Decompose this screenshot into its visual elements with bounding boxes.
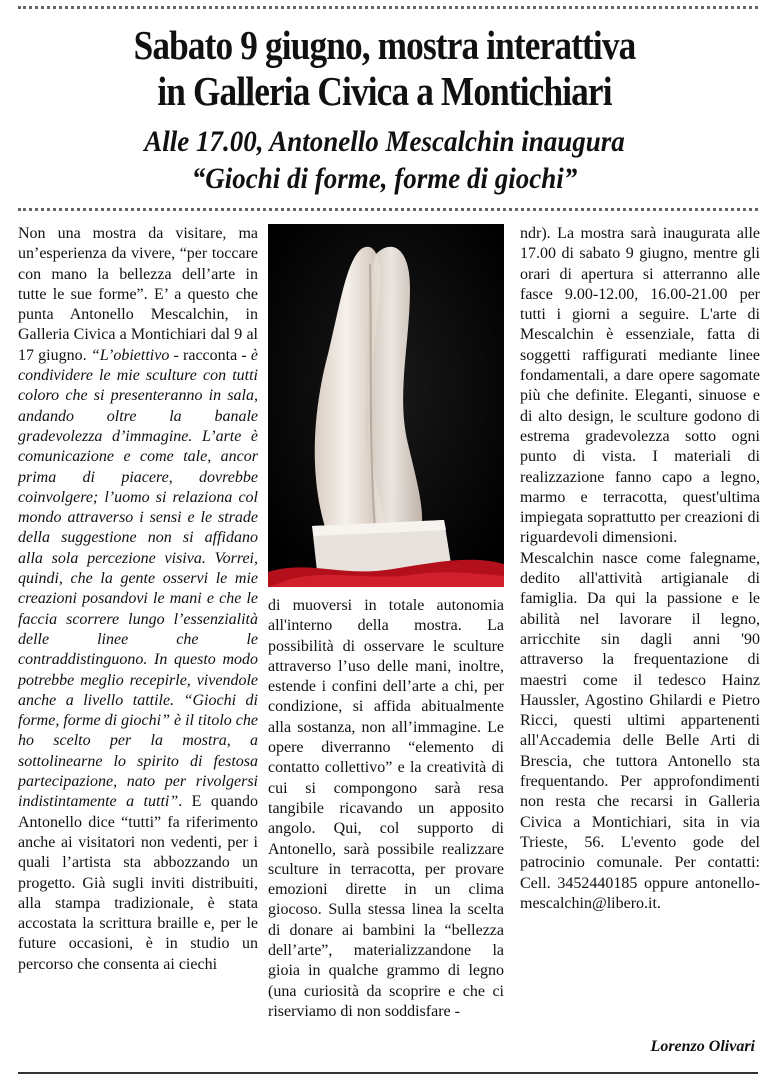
artist-quote: è condividere le mie sculture con tutti coloro che si presenteranno in sala, andando oltre la banale gradevolezza d’immagine. L’arte è comunicazione e come tale, ancor prima di piacere, dovrebbe coinvolgere; l’uomo si relaziona col mondo attraverso i sensi e le strade della suggestione non si affidano alla sola percezione visiva. Vorrei, quindi, che la gente osservi le mie creazioni posandovi le mani e che le faccia scorrere lungo l’essenzialità delle linee che le contraddistinguono. In questo modo potrebbe meglio recepirle, vivendole anche a livello tattile. “Giochi di forme, forme di giochi” è il titolo che ho scelto per la mostra, a sottolinearne lo spirito di festosa partecipazione, nato per rivolgersi indistintamente a tutti”: [18, 346, 258, 811]
column-3-paragraph-1: ndr). La mostra sarà inaugurata alle 17.00 di sabato 9 giugno, mentre gli orari di apertura si atterranno alle fasce 9.00-12.00, 16.00-21.00 per tutti i giorni a seguire. L'arte di Mescalchin è essenziale, fatta di soggetti raffigurati mediante linee fondamentali, a dare opere sagomate più che definite. Eleganti, sinuose e di alto design, le sculture godono di estrema gradevolezza sotto ogni punto di vista. I materiali di realizzazione fanno capo a legno, marmo e terracotta, quest'ultima impiegata soprattutto per creazioni di riguardevoli dimensioni.: [520, 225, 760, 547]
section-dotted-rule: [18, 208, 758, 211]
headline: [54, 22, 715, 114]
sculpture-photo: [268, 224, 504, 587]
article-column-3: [520, 224, 760, 914]
subheadline: [38, 123, 730, 197]
headline-line-2: in Galleria Civica a Montichiari: [157, 68, 612, 114]
sculpture-image: [268, 224, 504, 587]
article-column-1: [18, 224, 258, 975]
subhead-line-1: Alle 17.00, Antonello Mescalchin inaugura: [144, 125, 625, 158]
column-3-paragraph-2: Mescalchin nasce come falegname, dedito all'attività artigianale di famiglia. Da qui la passione e le abilità nel lavorare il legno, arricchite sin dagli anni '90 attraverso la frequentazione di maestri come il tedesco Hainz Haussler, Agostino Ghilardi e Pietro Ricci, questi ultimi appartenenti all'Accademia delle Belle Arti di Brescia, che tuttora Antonello sta frequentando. Per approfondimenti non resta che recarsi in Galleria Civica a Montichiari, sita in via Trieste, 56. L'evento gode del patrocinio comunale. Per contatti: Cell. 3452440185 oppure antonello-mescalchin@libero.it.: [520, 549, 760, 912]
top-dotted-rule: [18, 6, 758, 9]
subhead-line-2: “Giochi di forme, forme di giochi”: [191, 162, 578, 195]
column-2-paragraph: di muoversi in totale autonomia all'interno della mostra. La possibilità di osservare le sculture attraverso l’uso delle mani, inoltre, estende i confini dell’arte a chi, per condizione, si affida abitualmente alla sostanza, non all’immagine. Le opere diverranno “elemento di contatto collettivo” e la creatività di cui si compongono sarà resa tangibile ricavando un apposito angolo. Qui, col supporto di Antonello, sarà possibile realizzare sculture in terracotta, per provare emozioni dirette in un clima giocoso. Sulla stessa linea la scelta di donare ai bambini la “bellezza dell’arte”, materializzandone la gioia in qualche grammo di legno (una curiosità da scoprire e che ci riserviamo di non soddisfare -: [268, 597, 504, 1020]
column-1-paragraph: Non una mostra da visitare, ma un’esperienza da vivere, “per toccare con mano la bellezza dell’arte in tutte le sue forme”. E’ a questo che punta Antonello Mescalchin, in Galleria Civica a Montichiari dal 9 al 17 giugno. “L’obiettivo - racconta - è condividere le mie sculture con tutti coloro che si presenteranno in sala, andando oltre la banale gradevolezza d’immagine. L’arte è comunicazione e come tale, ancor prima di piacere, dovrebbe coinvolgere; l’uomo si relaziona col mondo attraverso i sensi e le strade della suggestione non si affidano alla sola percezione visiva. Vorrei, quindi, che la gente osservi le mie creazioni posandovi le mani e che le faccia scorrere lungo l’essenzialità delle linee che le contraddistinguono. In questo modo potrebbe meglio recepirle, vivendole anche a livello tattile. “Giochi di forme, forme di giochi” è il titolo che ho scelto per la mostra, a sottolinearne lo spirito di festosa partecipazione, nato per rivolgersi indistintamente a tutti”. E quando Antonello dice “tutti” fa riferimento anche ai visitatori non vedenti, per i quali l’artista sta abbozzando un progetto. Già sugli inviti distribuiti, alla stampa tradizionale, è stata accostata la scrittura braille e, per le future occasioni, è in studio un percorso che consenta ai ciechi: [18, 225, 258, 973]
author-byline: Lorenzo Olivari: [650, 1038, 755, 1055]
headline-line-1: Sabato 9 giugno, mostra interattiva: [133, 22, 636, 68]
bottom-rule: [18, 1072, 758, 1074]
article-column-2: [268, 596, 504, 1022]
